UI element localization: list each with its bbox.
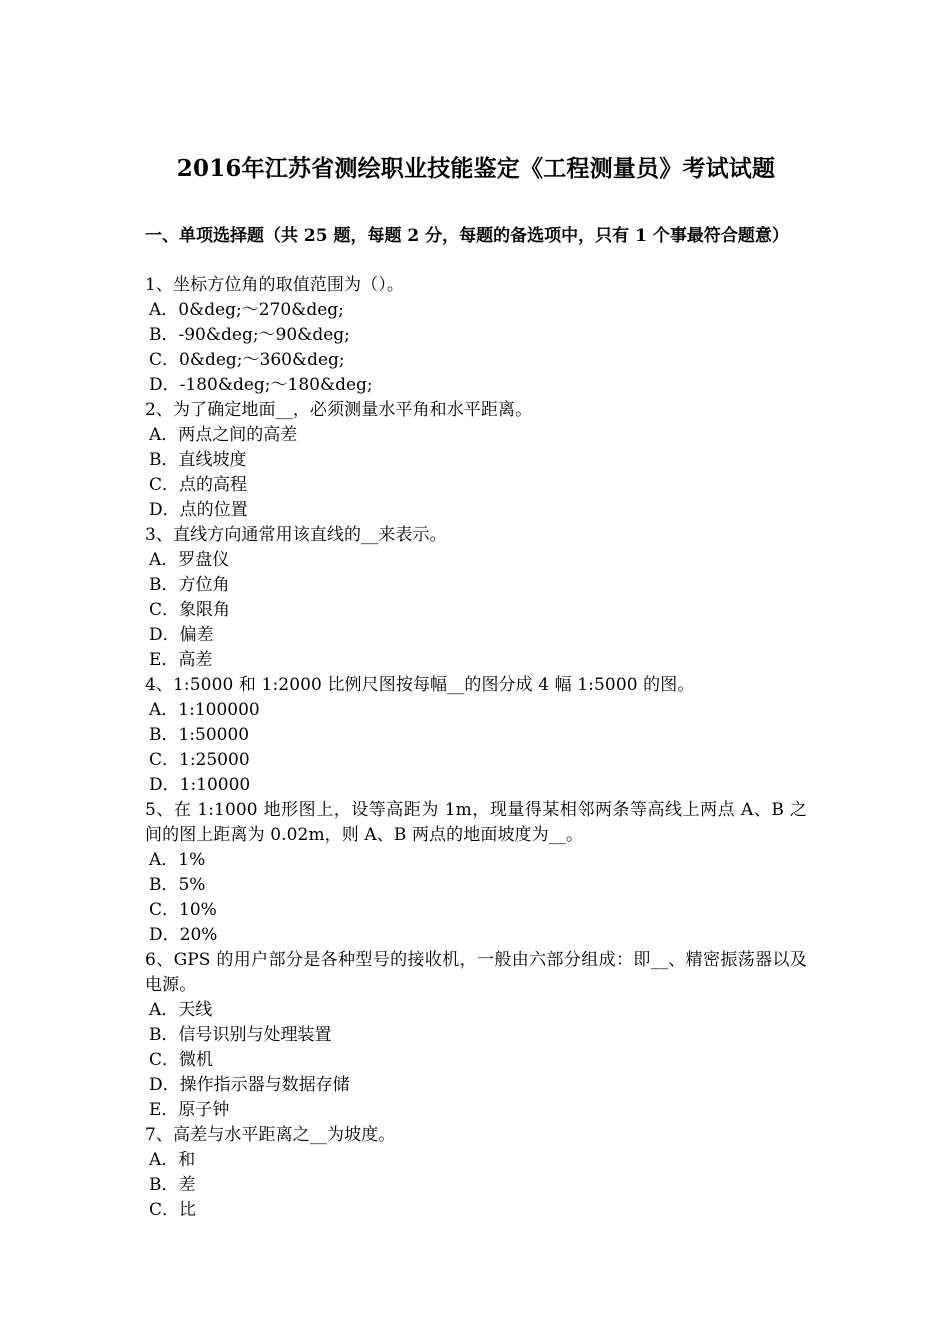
question-stem: 5、在 1:1000 地形图上，设等高距为 1m，现量得某相邻两条等高线上两点 A、B 之间的图上距离为 0.02m，则 A、B 两点的地面坡度为__。	[145, 800, 807, 845]
option-a: A．1%	[149, 850, 206, 870]
option-e: E．原子钟	[149, 1100, 230, 1120]
option-c: C．比	[149, 1200, 197, 1220]
question-3	[145, 523, 807, 673]
question-list	[145, 273, 807, 1223]
section-heading: 一、单项选择题（共 25 题，每题 2 分，每题的备选项中，只有 1 个事最符合题意）	[145, 226, 789, 246]
option-d: D．1:10000	[149, 775, 251, 795]
option-b: B．1:50000	[149, 725, 250, 745]
option-c: C．点的高程	[149, 475, 248, 495]
option-b: B．5%	[149, 875, 206, 895]
option-c: C．0&deg;～360&deg;	[149, 350, 345, 370]
question-6	[145, 948, 807, 1123]
question-7	[145, 1123, 807, 1223]
option-c: C．1:25000	[149, 750, 250, 770]
option-d: D．偏差	[149, 625, 214, 645]
option-b: B．直线坡度	[149, 450, 247, 470]
option-b: B．-90&deg;～90&deg;	[149, 325, 350, 345]
question-stem: 6、GPS 的用户部分是各种型号的接收机，一般由六部分组成：即__、精密振荡器以及电源。	[145, 950, 807, 995]
option-b: B．差	[149, 1175, 196, 1195]
question-stem: 2、为了确定地面__，必须测量水平角和水平距离。	[145, 400, 533, 420]
option-c: C．象限角	[149, 600, 231, 620]
option-d: D．点的位置	[149, 500, 248, 520]
option-a: A．0&deg;～270&deg;	[149, 300, 344, 320]
question-5	[145, 798, 807, 948]
option-d: D．20%	[149, 925, 218, 945]
option-e: E．高差	[149, 650, 213, 670]
question-stem: 4、1:5000 和 1:2000 比例尺图按每幅__的图分成 4 幅 1:5000 的图。	[145, 675, 695, 695]
option-d: D．-180&deg;～180&deg;	[149, 375, 373, 395]
option-b: B．方位角	[149, 575, 230, 595]
option-a: A．1:100000	[149, 700, 260, 720]
question-4	[145, 673, 807, 798]
question-stem: 3、直线方向通常用该直线的__来表示。	[145, 525, 447, 545]
option-a: A．和	[149, 1150, 196, 1170]
option-a: A．天线	[149, 1000, 213, 1020]
option-b: B．信号识别与处理装置	[149, 1025, 332, 1045]
option-a: A．罗盘仪	[149, 550, 230, 570]
question-stem: 7、高差与水平距离之__为坡度。	[145, 1125, 396, 1145]
option-c: C．10%	[149, 900, 217, 920]
option-c: C．微机	[149, 1050, 214, 1070]
document-title: 2016年江苏省测绘职业技能鉴定《工程测量员》考试试题	[176, 155, 776, 182]
question-1	[145, 273, 807, 398]
question-2	[145, 398, 807, 523]
option-a: A．两点之间的高差	[149, 425, 298, 445]
document-page	[145, 0, 807, 1344]
question-stem: 1、坐标方位角的取值范围为（）。	[145, 275, 404, 295]
option-d: D．操作指示器与数据存储	[149, 1075, 350, 1095]
